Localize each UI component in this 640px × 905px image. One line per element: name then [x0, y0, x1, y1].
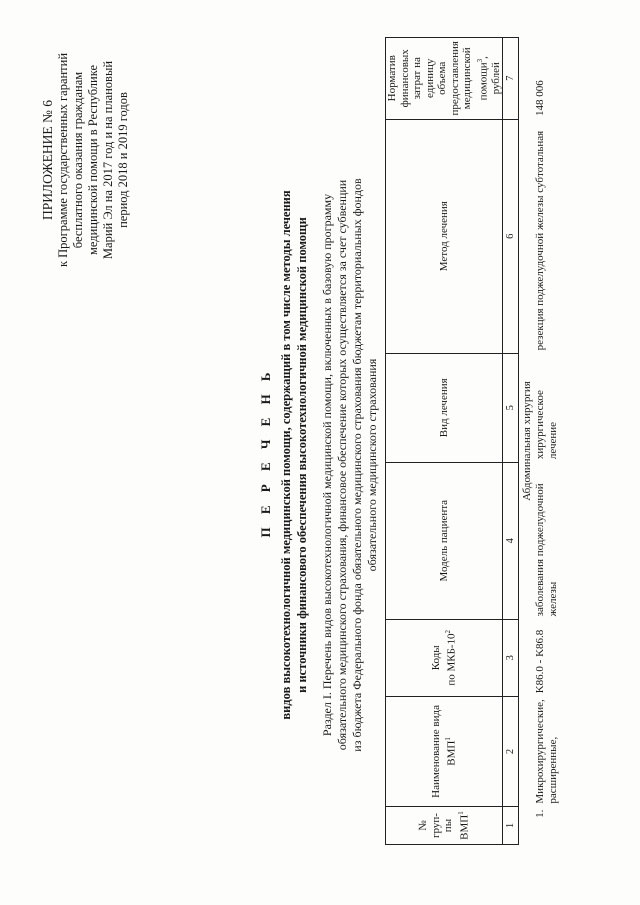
header-icd-codes: Коды по МКБ-$10^2$: [386, 619, 503, 696]
vmp-table: [385, 37, 594, 845]
table-header-row: [386, 38, 503, 845]
appendix-line: Марий Эл на 2017 год и на плановый: [101, 60, 115, 260]
row-cost: 148 006: [534, 80, 547, 117]
column-number: 2: [503, 696, 519, 806]
section-line: Раздел I. Перечень видов высокотехнологичной медицинской помощи, включенных в базовую программу: [320, 193, 334, 737]
header-vmp-name: Наименование вида ВМП$^1$: [386, 696, 503, 806]
section-line: обязательного медицинского страхования, финансовое обеспечение которых осуществляется за счет субвенции: [335, 179, 349, 751]
header-treatment-method: Метод лечения: [386, 119, 503, 353]
column-number: 7: [503, 38, 519, 120]
appendix-title: ПРИЛОЖЕНИЕ № 6: [40, 99, 55, 221]
list-title: П Е Р Е Ч Е Н Ь: [258, 367, 273, 538]
row-treatment-method: резекция поджелудочной железы субтотальная: [534, 130, 547, 351]
list-subtitle: [278, 105, 310, 805]
appendix-header: [40, 35, 131, 285]
column-number: 6: [503, 119, 519, 353]
header-treatment-type: Вид лечения: [386, 353, 503, 462]
row-patient-model: заболевания поджелудочной железы: [534, 483, 559, 617]
row-vmp-name: Микрохирургические, расширенные,: [534, 699, 559, 804]
section-line: из бюджета Федерального фонда обязательного медицинского страхования бюджетам территориальных фондов: [350, 178, 364, 752]
row-number: 1.: [534, 809, 547, 818]
header-patient-model: Модель пациента: [386, 462, 503, 619]
table-row: [534, 38, 594, 845]
table-section-name: Абдоминальная хирургия: [520, 381, 533, 501]
appendix-line: бесплатного оказания гражданам: [71, 71, 85, 249]
column-number: 1: [503, 807, 519, 845]
column-number-row: [503, 38, 519, 845]
table-section-row: [519, 38, 535, 845]
column-number: 5: [503, 353, 519, 462]
appendix-line: период 2018 и 2019 годов: [116, 92, 130, 228]
column-number: 4: [503, 462, 519, 619]
appendix-line: к Программе государственных гарантий: [56, 52, 70, 268]
row-treatment-type: хирургическое лечение: [534, 390, 559, 460]
list-subtitle-line: и источники финансового обеспечения высокотехнологичной медицинской помощи: [295, 217, 309, 693]
section-heading: [320, 105, 380, 825]
appendix-line: медицинской помощи в Республике: [86, 64, 100, 256]
row-icd-codes: K86.0 - K86.8: [534, 629, 547, 694]
column-number: 3: [503, 619, 519, 696]
list-subtitle-line: видов высокотехнологичной медицинской помощи, содержащий в том числе методы лечения: [279, 190, 293, 720]
header-group-number: № груп- пы ВМП$^1$: [386, 807, 503, 845]
header-cost-norm: Норматив финансовых затрат на единицу объема предоставления медицинской помощи$^3$, рублей: [386, 38, 503, 120]
section-line: обязательного медицинского страхования: [365, 358, 379, 572]
